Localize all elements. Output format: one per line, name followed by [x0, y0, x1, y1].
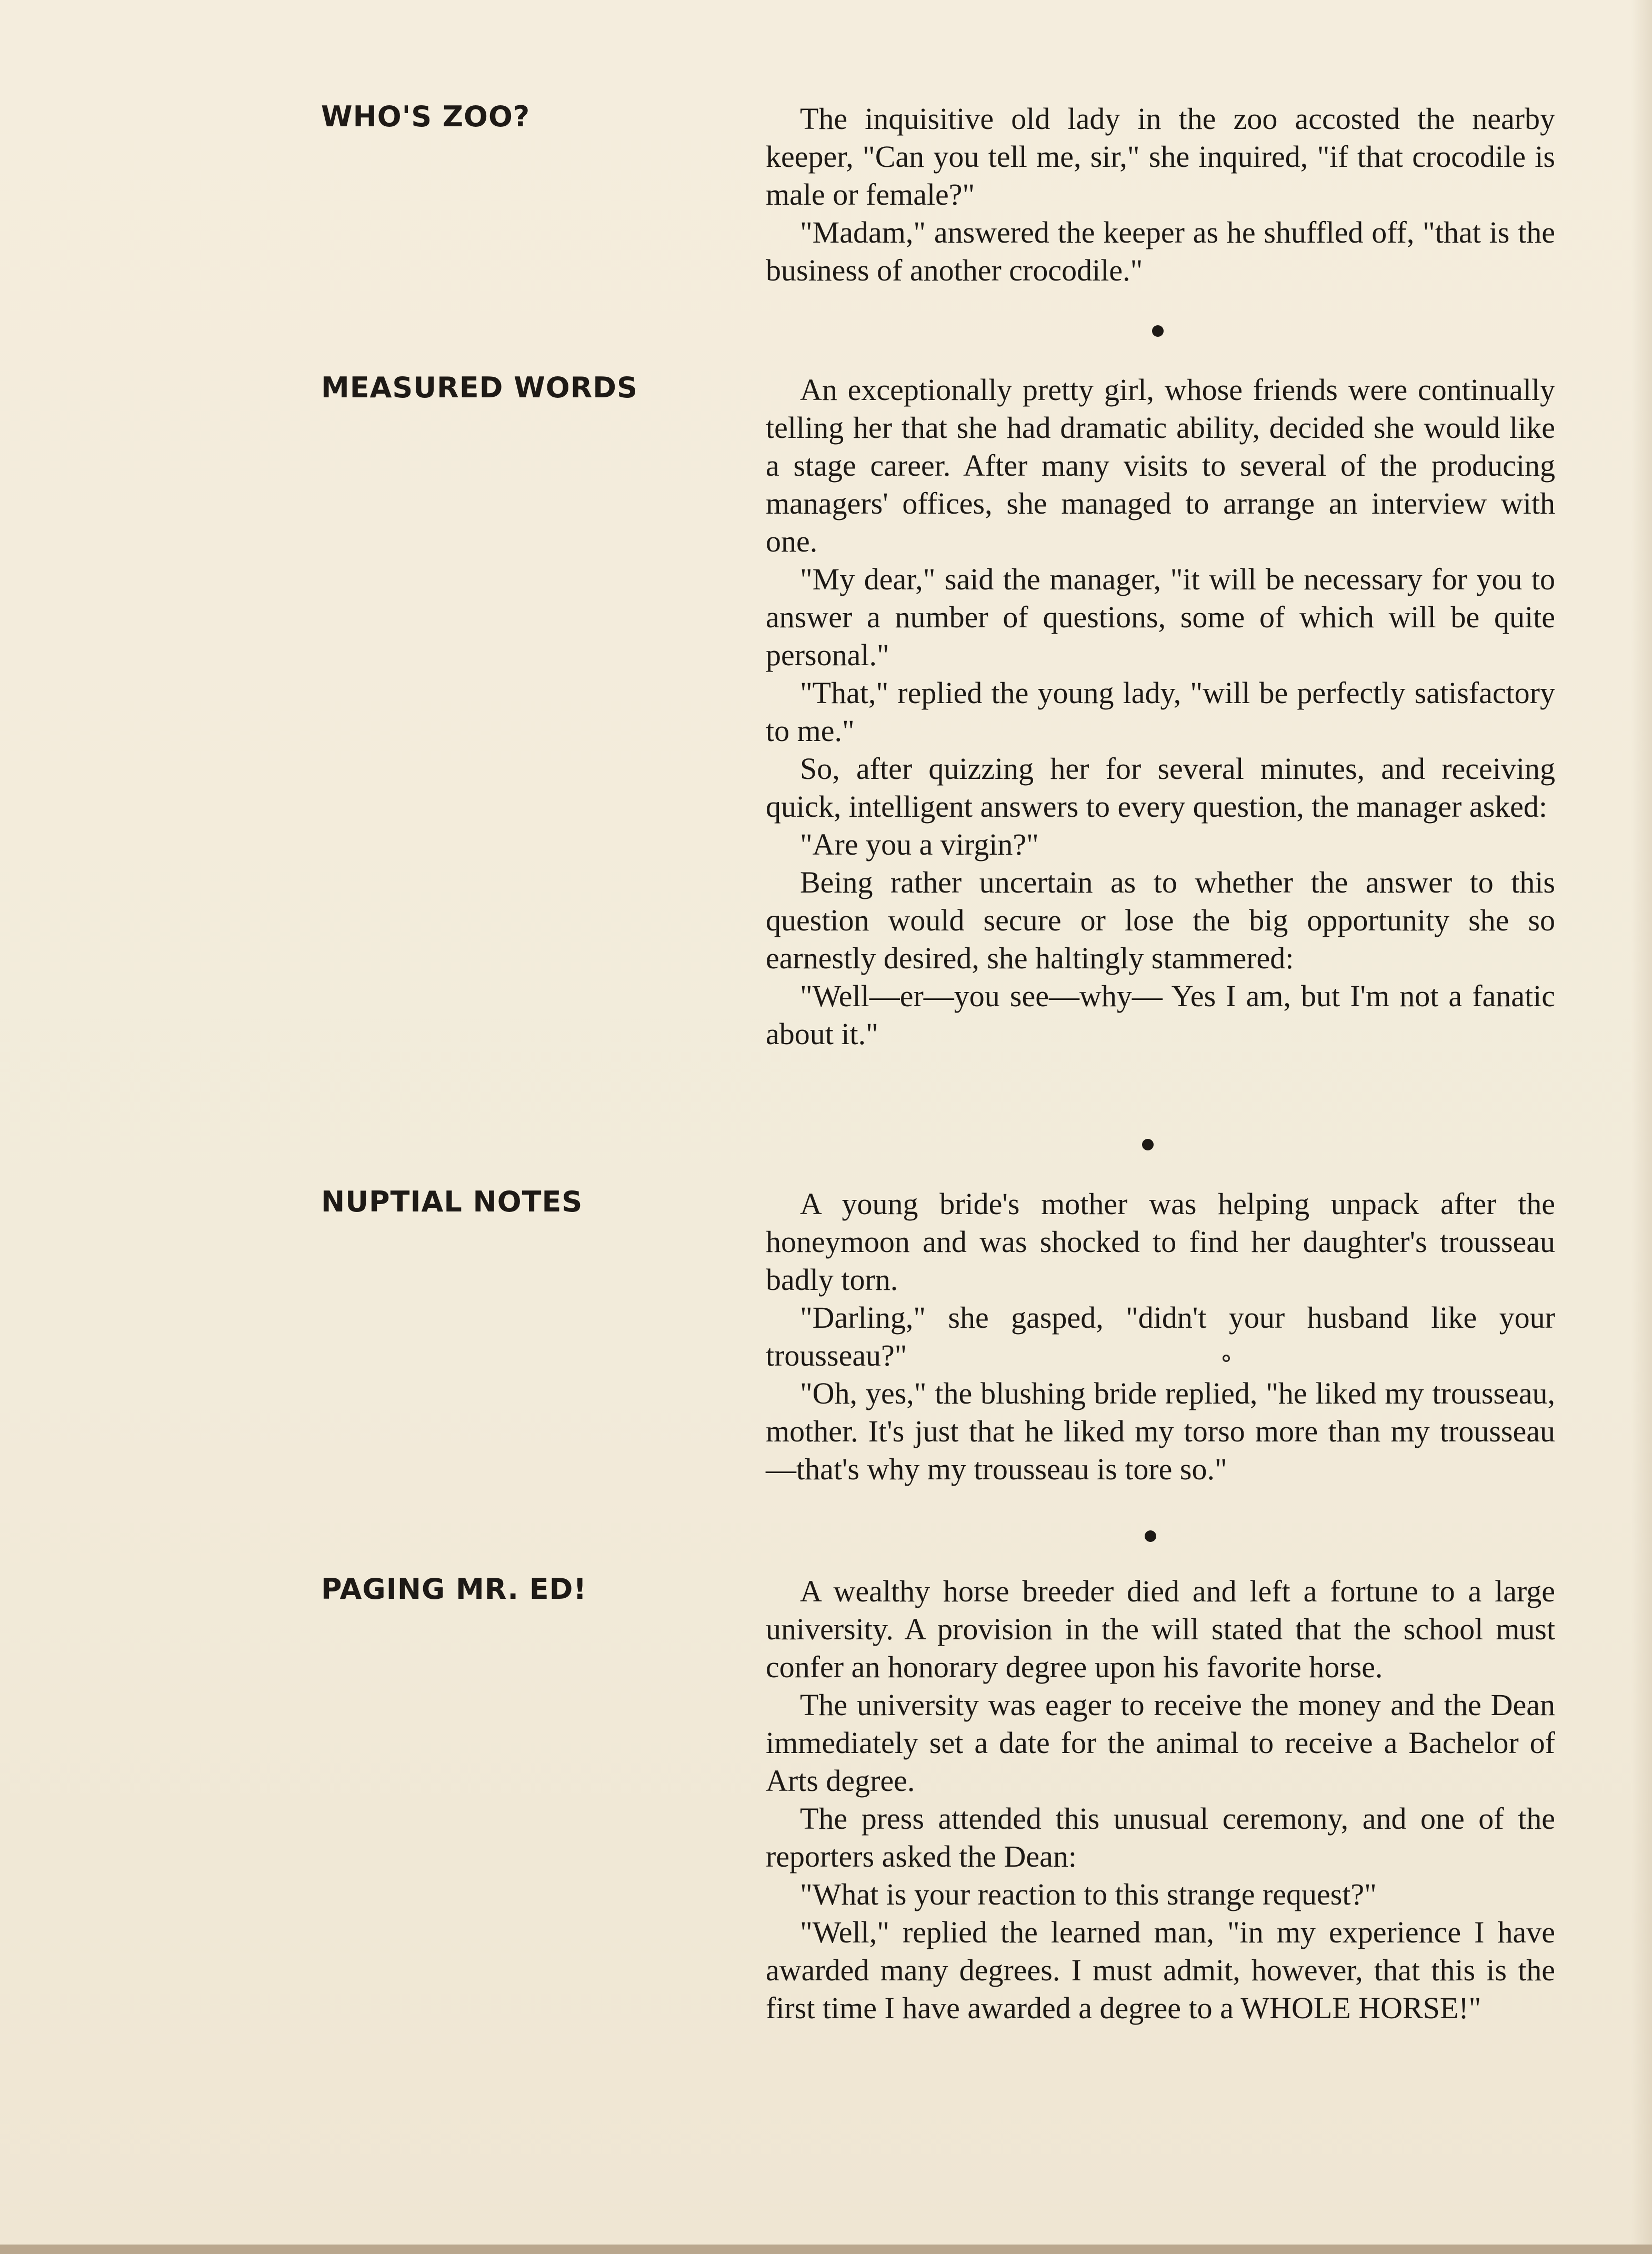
joke-paragraph: So, after quizzing her for several minutes, and receiving quick, intelligent answers to every question, the manager asked:	[766, 752, 1555, 824]
joke-paragraph: "Darling," she gasped, "didn't your husband like your trousseau?"	[766, 1300, 1555, 1373]
print-speck	[1223, 1355, 1230, 1362]
joke-body	[766, 1572, 1555, 2027]
joke-paragraph: An exceptionally pretty girl, whose friends were continually telling her that she had dramatic ability, decided she would like a stage career. After many visits to several of the producing managers' offices, she managed to arrange an interview with one.	[766, 373, 1555, 558]
joke-paragraph: "Oh, yes," the blushing bride replied, "he liked my trousseau, mother. It's just that he liked my torso more than my trousseau—that's why my trousseau is tore so."	[766, 1376, 1555, 1486]
joke-paragraph: The university was eager to receive the money and the Dean immediately set a date for the animal to receive a Bachelor of Arts degree.	[766, 1688, 1555, 1798]
joke-paragraph: A young bride's mother was helping unpack after the honeymoon and was shocked to find her daughter's trousseau badly torn.	[766, 1187, 1555, 1297]
joke-title: NUPTIAL NOTES	[321, 1185, 583, 1218]
joke-body	[766, 100, 1555, 289]
joke-paragraph: "Are you a virgin?"	[800, 827, 1039, 861]
joke-paragraph: A wealthy horse breeder died and left a fortune to a large university. A provision in the will stated that the school must confer an honorary degree upon his favorite horse.	[766, 1574, 1555, 1684]
joke-paragraph: "Well," replied the learned man, "in my experience I have awarded many degrees. I must admit, however, that this is the first time I have awarded a degree to a WHOLE HORSE!"	[766, 1915, 1555, 2025]
joke-paragraph: The press attended this unusual ceremony, and one of the reporters asked the Dean:	[766, 1801, 1555, 1874]
joke-body	[766, 371, 1555, 1053]
section-divider-bullet	[1145, 1530, 1156, 1542]
joke-title: PAGING MR. ED!	[321, 1572, 587, 1606]
joke-paragraph: "That," replied the young lady, "will be perfectly satisfactory to me."	[766, 676, 1555, 748]
joke-paragraph: "Well—er—you see—why— Yes I am, but I'm not a fanatic about it."	[766, 979, 1555, 1051]
joke-paragraph: The inquisitive old lady in the zoo accosted the nearby keeper, "Can you tell me, sir," she inquired, "if that crocodile is male or female?"	[766, 102, 1555, 212]
joke-title: MEASURED WORDS	[321, 371, 638, 404]
joke-paragraph: "What is your reaction to this strange request?"	[800, 1877, 1377, 1911]
joke-paragraph: "My dear," said the manager, "it will be necessary for you to answer a number of questions, some of which will be quite personal."	[766, 562, 1555, 672]
joke-title: WHO'S ZOO?	[321, 100, 530, 133]
section-divider-bullet	[1152, 325, 1164, 337]
joke-body	[766, 1185, 1555, 1488]
joke-paragraph: Being rather uncertain as to whether the answer to this question would secure or lose the big opportunity she so earnestly desired, she haltingly stammered:	[766, 865, 1555, 975]
section-divider-bullet	[1142, 1139, 1154, 1150]
joke-paragraph: "Madam," answered the keeper as he shuffled off, "that is the business of another crocodile."	[766, 215, 1555, 287]
